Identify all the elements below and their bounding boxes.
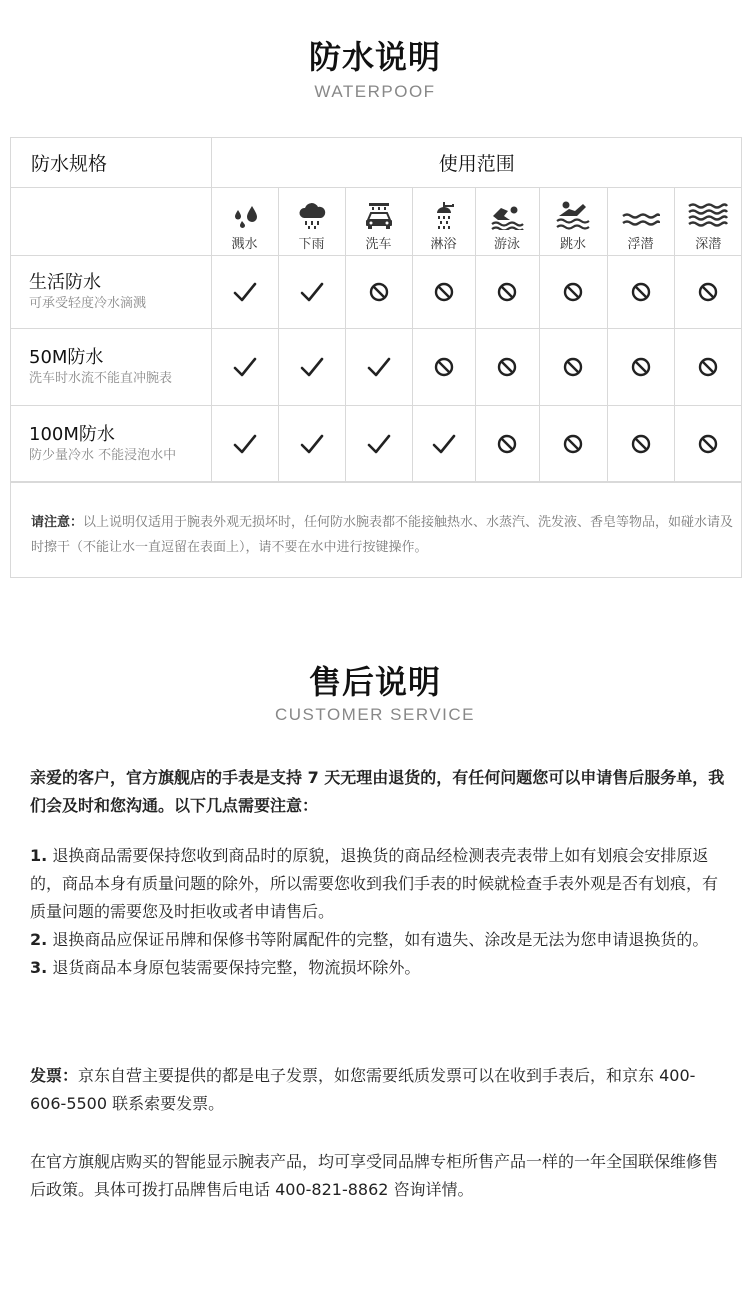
mark-cell — [412, 255, 475, 328]
point-text: 退换商品需要保持您收到商品时的原貌，退换货的商品经检测表壳表带上如有划痕会安排原返的，商品本身有质量问题的除外，所以需要您收到我们手表的时候就检查手表外观是否有划痕，有质量问题的需要您及时拒收或者申请售后。 — [30, 846, 719, 921]
prohibited-icon — [562, 281, 584, 303]
prohibited-icon — [433, 281, 455, 303]
use-label: 洗车 — [365, 236, 392, 252]
snorkeling-icon — [622, 210, 660, 230]
list-item — [30, 842, 730, 926]
splash-icon — [230, 204, 260, 230]
after-sales-subtitle: CUSTOMER SERVICE — [274, 705, 476, 724]
range-header: 使用范围 — [211, 138, 742, 187]
waterproof-table-box — [10, 137, 742, 578]
prohibited-icon — [697, 433, 719, 455]
table-row — [11, 405, 742, 482]
empty-cell — [11, 187, 211, 255]
diving-icon — [555, 200, 591, 230]
check-icon — [299, 279, 325, 305]
invoice-label: 发票： — [30, 1066, 79, 1085]
use-label: 浮潜 — [627, 236, 654, 252]
use-icons-row — [11, 187, 742, 255]
prohibited-icon — [562, 433, 584, 455]
after-sales-intro: 亲爱的客户，官方旗舰店的手表是支持 7 天无理由退货的，有任何问题您可以申请售后服务单，我们会及时和您沟通。以下几点需要注意： — [30, 768, 725, 815]
check-icon — [366, 354, 392, 380]
mark-cell — [345, 328, 412, 405]
mark-cell — [475, 328, 539, 405]
prohibited-icon — [496, 433, 518, 455]
check-icon — [366, 431, 392, 457]
mark-cell — [674, 328, 742, 405]
mark-cell — [412, 328, 475, 405]
mark-cell — [607, 255, 674, 328]
mark-cell — [278, 405, 345, 482]
use-label: 下雨 — [298, 236, 325, 252]
mark-cell — [607, 405, 674, 482]
mark-cell — [475, 255, 539, 328]
rain-icon — [297, 202, 327, 230]
prohibited-icon — [630, 356, 652, 378]
mark-cell — [345, 405, 412, 482]
use-label: 跳水 — [559, 236, 586, 252]
waterproof-note — [31, 510, 736, 560]
prohibited-icon — [496, 281, 518, 303]
use-car-wash — [345, 187, 412, 255]
prohibited-icon — [630, 433, 652, 455]
mark-cell — [674, 405, 742, 482]
use-diving — [539, 187, 607, 255]
rating-name: 50M防水 — [29, 346, 104, 368]
swimming-icon — [490, 202, 524, 230]
invoice-info — [30, 1062, 730, 1118]
prohibited-icon — [630, 281, 652, 303]
waterproof-table — [11, 138, 742, 483]
note-label: 请注意： — [31, 515, 84, 530]
table-divider — [11, 481, 742, 482]
mark-cell — [539, 328, 607, 405]
mark-cell — [475, 405, 539, 482]
rating-cell — [11, 405, 211, 482]
rating-name: 生活防水 — [29, 271, 101, 293]
rating-cell — [11, 328, 211, 405]
table-row — [11, 328, 742, 405]
mark-cell — [211, 405, 278, 482]
mark-cell — [674, 255, 742, 328]
use-shower — [412, 187, 475, 255]
mark-cell — [607, 328, 674, 405]
deep-diving-icon — [688, 202, 728, 230]
point-number: 1. — [30, 846, 48, 865]
after-sales-points — [30, 842, 730, 982]
point-number: 3. — [30, 958, 48, 977]
rating-cell — [11, 255, 211, 328]
list-item — [30, 954, 730, 982]
rating-desc: 防少量冷水 不能浸泡水中 — [29, 447, 177, 463]
use-label: 淋浴 — [430, 236, 457, 252]
use-label: 深潜 — [695, 236, 722, 252]
spec-header: 防水规格 — [11, 138, 211, 187]
point-text: 退换商品应保证吊牌和保修书等附属配件的完整，如有遗失、涂改是无法为您申请退换货的。 — [52, 930, 709, 949]
rating-desc: 洗车时水流不能直冲腕表 — [29, 370, 173, 386]
prohibited-icon — [368, 281, 390, 303]
use-rain — [278, 187, 345, 255]
point-number: 2. — [30, 930, 48, 949]
mark-cell — [539, 405, 607, 482]
use-swimming — [475, 187, 539, 255]
mark-cell — [211, 328, 278, 405]
prohibited-icon — [496, 356, 518, 378]
prohibited-icon — [562, 356, 584, 378]
note-text: 以上说明仅适用于腕表外观无损坏时，任何防水腕表都不能接触热水、水蒸汽、洗发液、香皂等物品，如碰水请及时擦干（不能让水一直逗留在表面上），请不要在水中进行按键操作。 — [31, 515, 734, 555]
mark-cell — [345, 255, 412, 328]
mark-cell — [412, 405, 475, 482]
mark-cell — [539, 255, 607, 328]
mark-cell — [278, 255, 345, 328]
check-icon — [299, 431, 325, 457]
list-item — [30, 926, 730, 954]
check-icon — [232, 431, 258, 457]
mark-cell — [278, 328, 345, 405]
rating-desc: 可承受轻度冷水滴溅 — [29, 295, 147, 311]
prohibited-icon — [697, 356, 719, 378]
waterproof-subtitle: WATERPOOF — [314, 82, 436, 101]
use-label: 游泳 — [493, 236, 520, 252]
invoice-text: 京东自营主要提供的都是电子发票，如您需要纸质发票可以在收到手表后，和京东 400-606-5500 联系索要发票。 — [30, 1066, 696, 1113]
rating-name: 100M防水 — [29, 423, 115, 445]
check-icon — [299, 354, 325, 380]
check-icon — [431, 431, 457, 457]
prohibited-icon — [433, 356, 455, 378]
after-sales-title: 售后说明 — [308, 663, 441, 701]
point-text: 退货商品本身原包装需要保持完整，物流损坏除外。 — [52, 958, 421, 977]
warranty-info: 在官方旗舰店购买的智能显示腕表产品，均可享受同品牌专柜所售产品一样的一年全国联保维修售后政策。具体可拨打品牌售后电话 400-821-8862 咨询详情。 — [30, 1152, 719, 1199]
mark-cell — [211, 255, 278, 328]
use-deep-diving — [674, 187, 742, 255]
use-label: 溅水 — [231, 236, 258, 252]
use-snorkeling — [607, 187, 674, 255]
check-icon — [232, 354, 258, 380]
prohibited-icon — [697, 281, 719, 303]
car-wash-icon — [363, 202, 395, 230]
use-splash — [211, 187, 278, 255]
waterproof-title: 防水说明 — [308, 38, 441, 76]
check-icon — [232, 279, 258, 305]
shower-icon — [429, 200, 459, 230]
table-row — [11, 255, 742, 328]
